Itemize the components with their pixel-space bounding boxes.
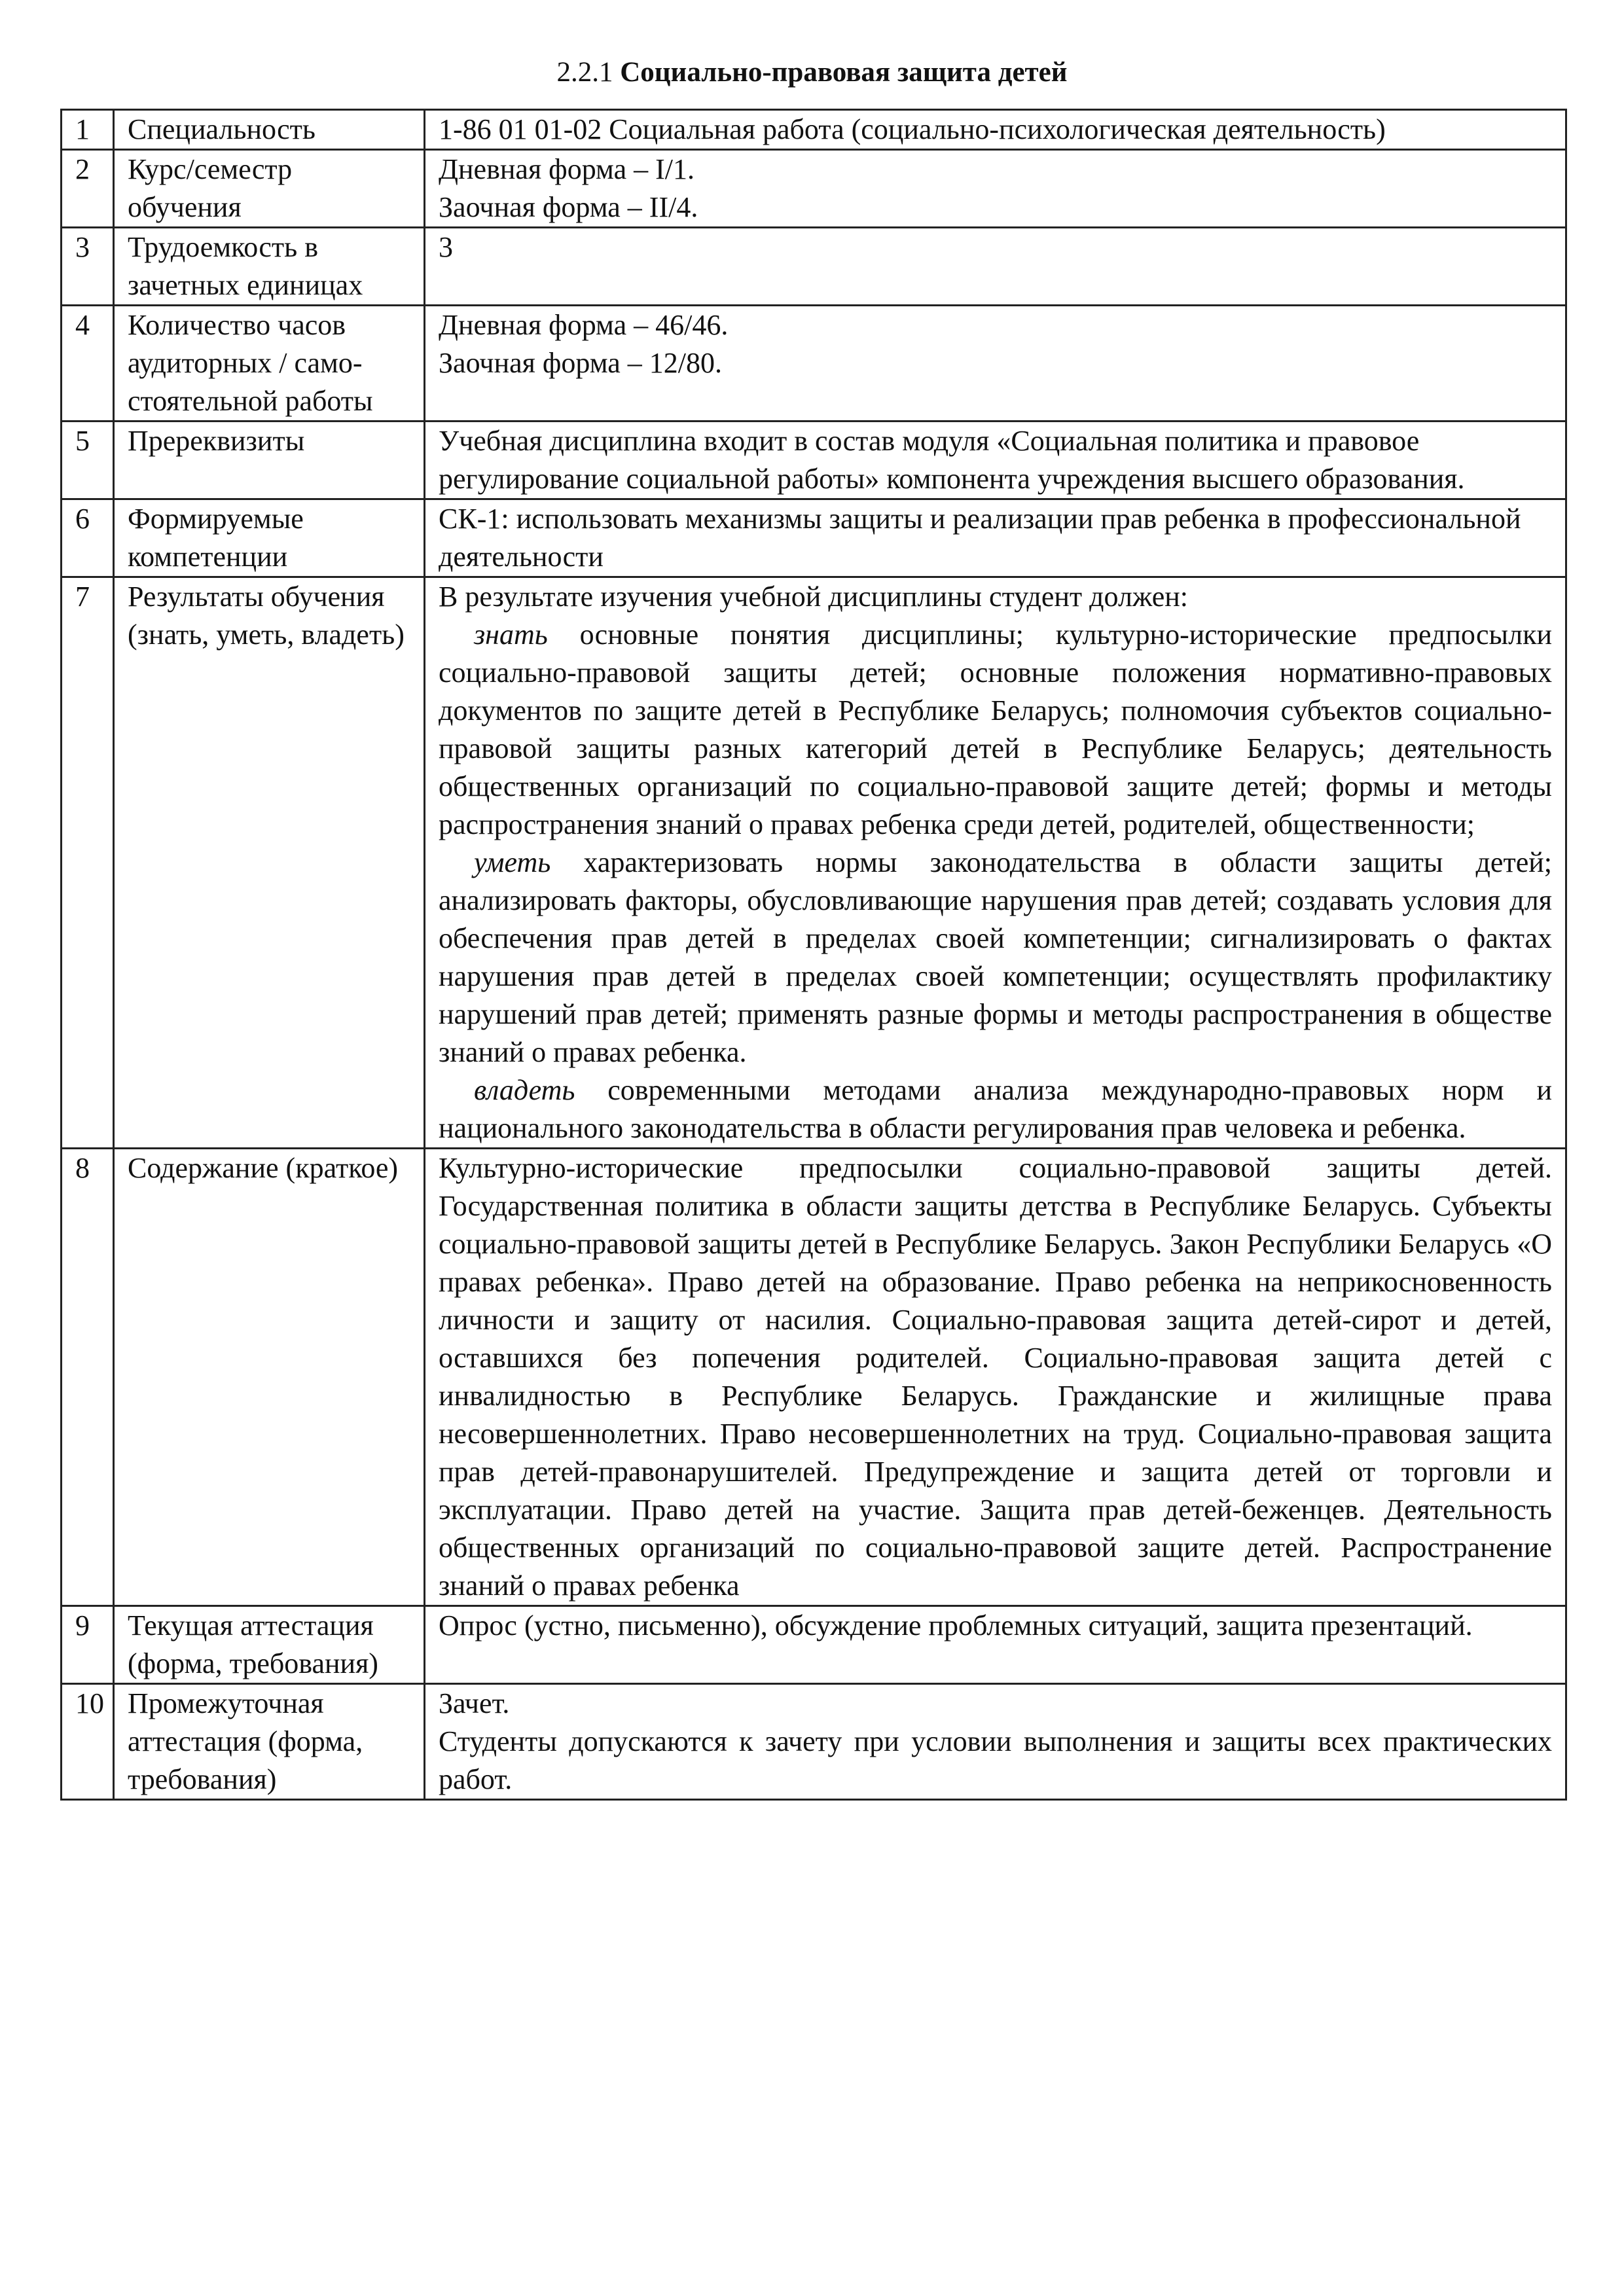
content-line: Заочная форма – II/4. xyxy=(439,191,698,223)
content-line: 1-86 01 01-02 Социальная работа (социально-психологическая деятельность) xyxy=(439,113,1386,145)
table-row-current-assessment xyxy=(62,1606,1566,1684)
content-paragraph: Учебная дисциплина входит в состав модуля «Социальная политика и правовое регулирование социальной работы» компонента учреждения высшего образования. xyxy=(439,425,1465,495)
content-line: Заочная форма – 12/80. xyxy=(439,347,723,379)
table-row-specialty xyxy=(62,110,1566,150)
table-row-learning-outcomes xyxy=(62,577,1566,1149)
row-number: 1 xyxy=(62,110,114,150)
row-number: 9 xyxy=(62,1606,114,1684)
outcome-know-text: основные понятия дисциплины; культурно-исторические предпосылки социально-правовой защиты детей; основные положения нормативно-правовых документов по защите детей в Республике Беларусь; полномочия субъектов социально-правовой защиты разных категорий детей в Республике Беларусь; деятельность общественных организаций по социально-правовой защите детей; формы и методы распространения знаний о правах ребенка среди детей, родителей, общественности; xyxy=(439,619,1552,840)
row-content xyxy=(425,577,1566,1149)
row-number: 8 xyxy=(62,1149,114,1606)
outcome-own xyxy=(439,1071,1552,1147)
row-label: Пререквизиты xyxy=(114,422,425,499)
content-line: Зачет. xyxy=(439,1687,510,1719)
row-label: Текущая аттестация (форма, требования) xyxy=(114,1606,425,1684)
row-content xyxy=(425,150,1566,228)
content-paragraph: Студенты допускаются к зачету при условии выполнения и защиты всех практических работ. xyxy=(439,1725,1552,1795)
table-row-competencies xyxy=(62,499,1566,577)
row-content xyxy=(425,499,1566,577)
table-row-credits xyxy=(62,228,1566,306)
content-line: Дневная форма – 46/46. xyxy=(439,309,729,341)
outcome-know-term: знать xyxy=(474,619,548,651)
outcome-can-text: характеризовать нормы законодательства в области защиты детей; анализировать факторы, обусловливающие нарушения прав детей; создавать условия для обеспечения прав детей в пределах своей компетенции; сигнализировать о фактах нарушения прав детей в пределах своей компетенции; осуществлять профилактику нарушений прав детей; применять разные формы и методы распространения в обществе знаний о правах ребенка. xyxy=(439,846,1552,1068)
row-label: Специальность xyxy=(114,110,425,150)
section-number: 2.2.1 xyxy=(556,57,613,88)
row-number: 7 xyxy=(62,577,114,1149)
outcome-can xyxy=(439,844,1552,1071)
content-line: 3 xyxy=(439,231,453,263)
outcome-can-term: уметь xyxy=(474,846,551,878)
row-content xyxy=(425,110,1566,150)
row-number: 2 xyxy=(62,150,114,228)
page-title xyxy=(0,54,1624,92)
row-content xyxy=(425,1684,1566,1800)
content-line: Дневная форма – I/1. xyxy=(439,153,695,185)
row-label: Количество часов аудиторных / само-стоятельной работы xyxy=(114,306,425,422)
row-number: 10 xyxy=(62,1684,114,1800)
row-number: 3 xyxy=(62,228,114,306)
row-number: 5 xyxy=(62,422,114,499)
outcomes-intro: В результате изучения учебной дисциплины студент должен: xyxy=(439,581,1189,613)
table-row-course-semester xyxy=(62,150,1566,228)
content-paragraph: Культурно-исторические предпосылки социально-правовой защиты детей. Государственная политика в области защиты детства в Республике Беларусь. Субъекты социально-правовой защиты детей в Республике Беларусь. Закон Республики Беларусь «О правах ребенка». Право детей на образование. Право ребенка на неприкосновенность личности и защиту от насилия. Социально-правовая защита детей-сирот и детей, оставшихся без попечения родителей. Социально-правовая защита детей с инвалидностью в Республике Беларусь. Гражданские и жилищные права несовершеннолетних. Право несовершеннолетних на труд. Социально-правовая защита прав детей-правонарушителей. Предупреждение и защита детей от торговли и эксплуатации. Право детей на участие. Защита прав детей-беженцев. Деятельность общественных организаций по социально-правовой защите детей. Распространение знаний о правах ребенка xyxy=(439,1152,1552,1602)
row-label: Промежуточная аттестация (форма, требования) xyxy=(114,1684,425,1800)
row-content xyxy=(425,1149,1566,1606)
row-label: Результаты обучения (знать, уметь, владеть) xyxy=(114,577,425,1149)
outcome-own-text: современными методами анализа международно-правовых норм и национального законодательства в области регулирования прав человека и ребенка. xyxy=(439,1074,1553,1144)
table-row-hours xyxy=(62,306,1566,422)
table-row-prerequisites xyxy=(62,422,1566,499)
row-content xyxy=(425,1606,1566,1684)
row-label: Курс/семестр обучения xyxy=(114,150,425,228)
row-label: Формируемые компетенции xyxy=(114,499,425,577)
table-row-content-summary xyxy=(62,1149,1566,1606)
row-content xyxy=(425,228,1566,306)
content-paragraph: Опрос (устно, письменно), обсуждение проблемных ситуаций, защита презентаций. xyxy=(439,1609,1473,1641)
syllabus-table xyxy=(60,109,1567,1801)
content-paragraph: СК-1: использовать механизмы защиты и реализации прав ребенка в профессиональной деятельности xyxy=(439,503,1521,573)
row-content xyxy=(425,422,1566,499)
outcome-own-term: владеть xyxy=(474,1074,575,1106)
row-number: 4 xyxy=(62,306,114,422)
row-number: 6 xyxy=(62,499,114,577)
row-content xyxy=(425,306,1566,422)
row-label: Трудоемкость в зачетных единицах xyxy=(114,228,425,306)
table-row-interim-assessment xyxy=(62,1684,1566,1800)
section-title: Социально-правовая защита детей xyxy=(620,57,1068,88)
row-label: Содержание (краткое) xyxy=(114,1149,425,1606)
outcome-know xyxy=(439,616,1552,844)
